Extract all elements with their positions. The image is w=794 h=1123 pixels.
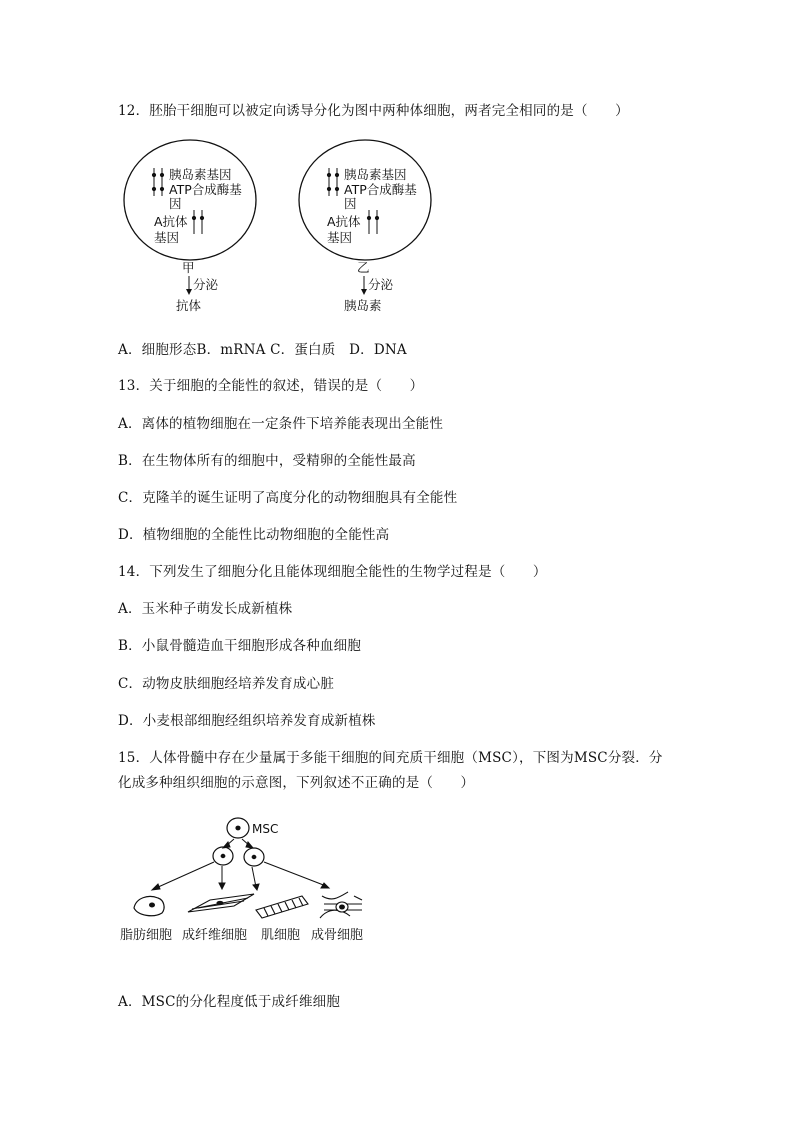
label-fat-cell: 脂肪细胞 (120, 928, 173, 943)
gene-atp-yi: ATP合成酶基 (344, 182, 417, 197)
gene-insulin-yi: 胰岛素基因 (344, 167, 407, 182)
daughter-cell-left (213, 847, 233, 865)
secrete-label-jia: 分泌 (193, 277, 219, 292)
q15-stem-line2: 化成多种组织细胞的示意图，下列叙述不正确的是（ ） (118, 775, 475, 791)
q14-option-b: B．小鼠骨髓造血干细胞形成各种血细胞 (118, 638, 362, 654)
arrow-icon (223, 839, 253, 848)
product-yi: 胰岛素 (344, 298, 382, 313)
q14-option-c: C．动物皮肤细胞经培养发育成心脏 (118, 676, 335, 692)
gene-antibody-cont-jia: 基因 (154, 230, 180, 245)
fat-cell-icon (134, 896, 164, 915)
daughter-cell-right (244, 848, 264, 866)
product-jia: 抗体 (176, 298, 202, 313)
q15-option-a: A．MSC的分化程度低于成纤维细胞 (118, 994, 341, 1010)
q12-stem: 12．胚胎干细胞可以被定向诱导分化为图中两种体细胞，两者完全相同的是（ ） (118, 103, 629, 119)
muscle-cell-icon (256, 896, 308, 918)
cell-name-jia: 甲 (182, 260, 195, 275)
q13-stem: 13．关于细胞的全能性的叙述，错误的是（ ） (118, 378, 424, 394)
cell-name-yi: 乙 (357, 260, 370, 275)
gene-atp-cont-jia: 因 (169, 196, 182, 211)
gene-antibody-cont-yi: 基因 (327, 230, 353, 245)
q15-figure (118, 812, 378, 947)
osteoblast-icon (320, 892, 362, 918)
q12-figure (120, 138, 440, 318)
q14-option-d: D．小麦根部细胞经组织培养发育成新植株 (118, 713, 376, 729)
q14-stem: 14．下列发生了细胞分化且能体现细胞全能性的生物学过程是（ ） (118, 564, 547, 580)
label-fibroblast: 成纤维细胞 (182, 928, 248, 943)
secrete-label-yi: 分泌 (368, 277, 394, 292)
gene-antibody-jia: A抗体 (154, 214, 188, 229)
label-muscle-cell: 肌细胞 (261, 928, 301, 943)
q13-option-c: C．克隆羊的诞生证明了高度分化的动物细胞具有全能性 (118, 490, 458, 506)
q15-stem-line1: 15．人体骨髓中存在少量属于多能干细胞的间充质干细胞（MSC），下图为MSC分裂．分 (118, 750, 663, 766)
fibroblast-icon (188, 894, 254, 912)
q12-options: A．细胞形态B．mRNA C．蛋白质 D．DNA (118, 342, 407, 358)
cell-yi (299, 140, 431, 313)
arrow-down-icon (186, 276, 192, 295)
q13-option-d: D．植物细胞的全能性比动物细胞的全能性高 (118, 527, 390, 543)
gene-atp-cont-yi: 因 (344, 196, 357, 211)
arrow-down-icon (361, 276, 367, 295)
label-osteoblast: 成骨细胞 (311, 928, 364, 943)
gene-insulin-jia: 胰岛素基因 (169, 167, 232, 182)
arrow-icon (152, 862, 329, 890)
msc-label: MSC (252, 822, 279, 836)
gene-atp-jia: ATP合成酶基 (169, 182, 242, 197)
q14-option-a: A．玉米种子萌发长成新植株 (118, 601, 293, 617)
cell-jia (124, 140, 256, 313)
gene-antibody-yi: A抗体 (327, 214, 361, 229)
q13-option-b: B．在生物体所有的细胞中，受精卵的全能性最高 (118, 453, 416, 469)
q13-option-a: A．离体的植物细胞在一定条件下培养能表现出全能性 (118, 416, 444, 432)
msc-cell (227, 818, 249, 838)
